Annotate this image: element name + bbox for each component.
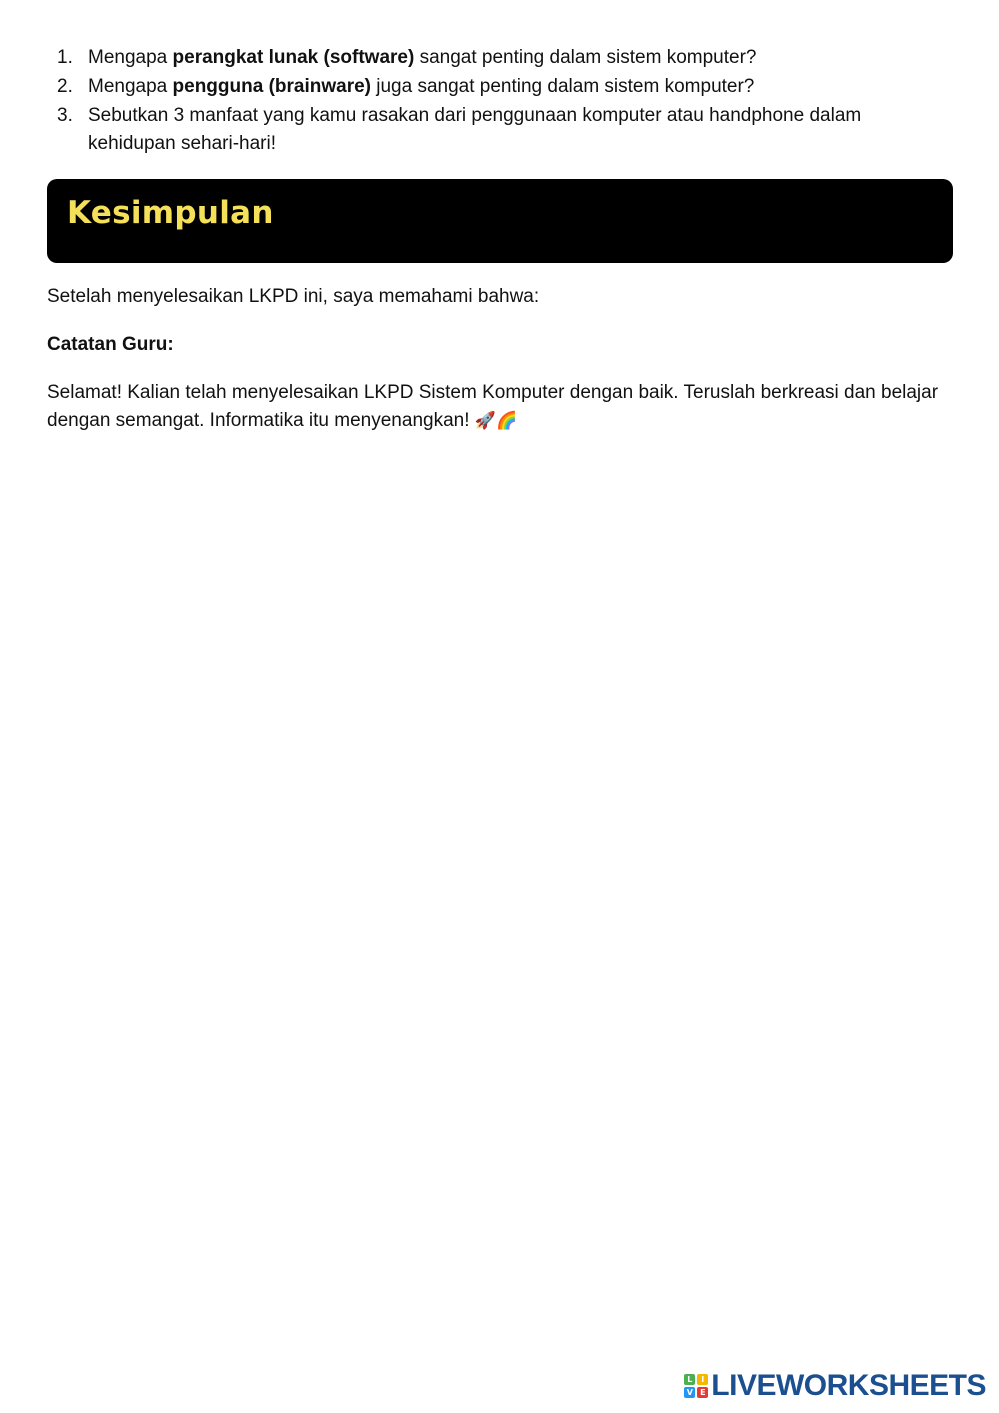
logo-text: LIVEWORKSHEETS [711, 1369, 986, 1402]
logo-letter: E [697, 1387, 708, 1398]
rocket-rainbow-emoji-icon: 🚀🌈 [474, 411, 518, 431]
question-text-bold: perangkat lunak (software) [172, 47, 415, 68]
question-text-suffix: sangat penting dalam sistem komputer? [414, 47, 757, 68]
question-item [47, 44, 953, 72]
question-item [47, 73, 953, 101]
question-number: 1. [57, 47, 73, 68]
question-text-suffix: juga sangat penting dalam sistem komputer? [370, 76, 755, 97]
worksheet-content [47, 44, 953, 435]
closing-text: Selamat! Kalian telah menyelesaikan LKPD Sistem Komputer dengan baik. Teruslah berkreasi dan belajar dengan semangat. Informatika itu menyenangkan! [47, 382, 939, 431]
question-text-prefix: Mengapa [88, 47, 173, 68]
question-list [47, 44, 953, 158]
question-number: 3. [57, 105, 73, 126]
logo-mark-icon [684, 1374, 708, 1398]
logo-letter: I [697, 1374, 708, 1385]
question-text-prefix: Sebutkan 3 manfaat yang kamu rasakan dari penggunaan komputer atau handphone dalam kehidupan sehari-hari! [88, 105, 862, 154]
section-banner [47, 179, 953, 263]
closing-paragraph [47, 379, 953, 435]
logo-letter: V [684, 1387, 695, 1398]
intro-text: Setelah menyelesaikan LKPD ini, saya memahami bahwa: [47, 286, 540, 307]
question-number: 2. [57, 76, 73, 97]
question-item [47, 102, 953, 158]
question-text-prefix: Mengapa [88, 76, 173, 97]
teacher-note-label: Catatan Guru: [47, 334, 174, 355]
liveworksheets-logo [684, 1369, 986, 1403]
question-text-bold: pengguna (brainware) [172, 76, 371, 97]
section-title: Kesimpulan [67, 195, 274, 231]
logo-letter: L [684, 1374, 695, 1385]
